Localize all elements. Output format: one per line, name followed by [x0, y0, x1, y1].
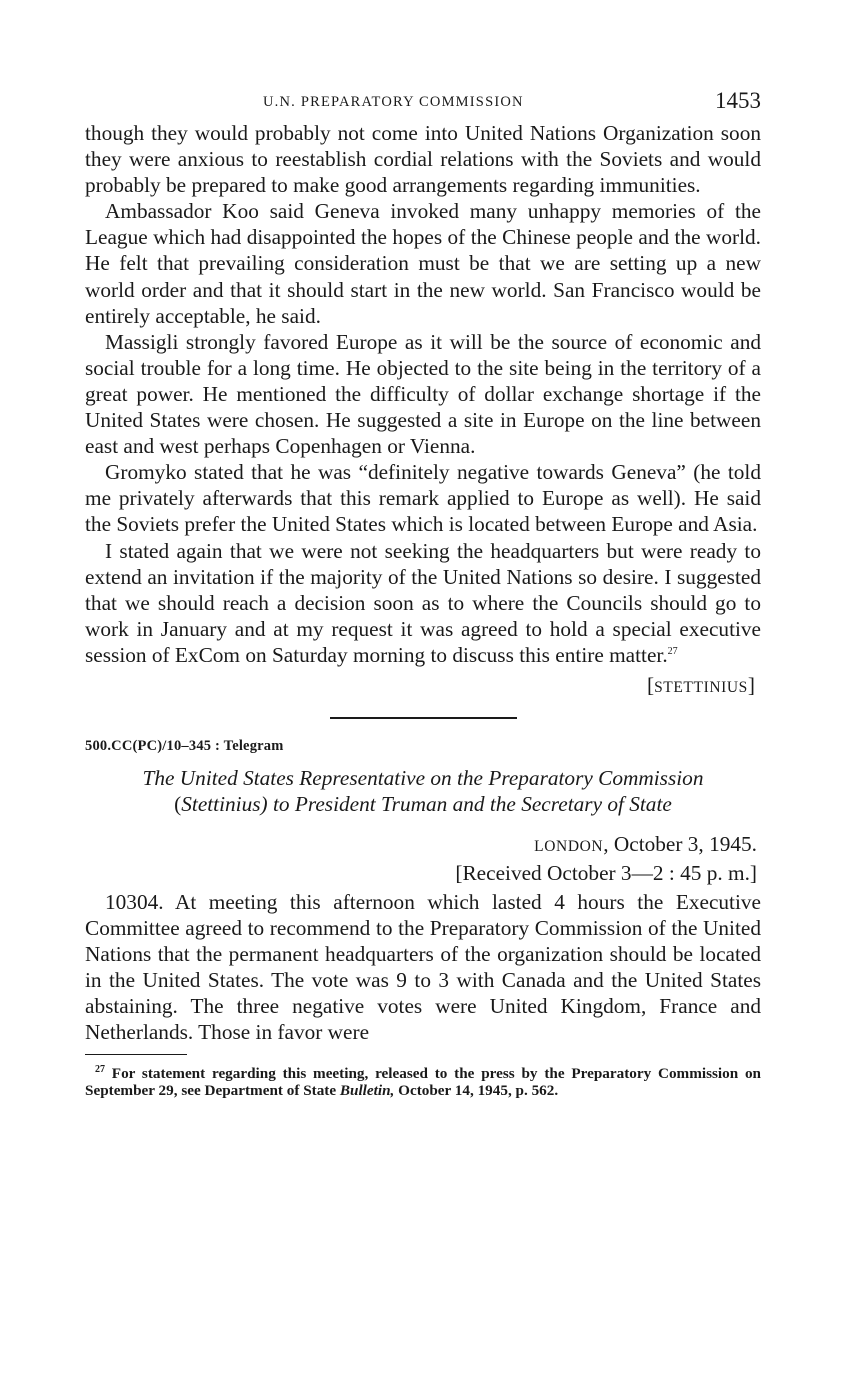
running-title: U.N. PREPARATORY COMMISSION [263, 94, 524, 110]
document-title: The United States Representative on the Preparatory Commission (Stettinius) to President Truman and the Secretary of State [142, 765, 704, 816]
footnote-marker: 27 [95, 1063, 105, 1075]
dateline-date: , October 3, 1945. [603, 831, 757, 856]
paragraph-massigli: Massigli strongly favored Europe as it will be the source of economic and social trouble for a long time. He objected to the site being in the territory of a great power. He mentioned the difficulty of dollar exchange shortage if the United States were chosen. He suggested a site in Europe on the line between east and west perhaps Copenhagen or Vienna. [85, 329, 761, 459]
document-title-line-1: The United States Representative on the Preparatory Commission [142, 765, 704, 790]
document-title-line-2: ) to President Truman and the Secretary of State [260, 791, 672, 816]
file-number: 500.CC(PC)/10–345 : Telegram [85, 737, 284, 754]
document-page [85, 88, 761, 1100]
paragraph-gromyko: Gromyko stated that he was “definitely negative towards Geneva” (he told me privately afterwards that this remark applied to Europe as well). He said the Soviets prefer the United States which is located between Europe and Asia. [85, 460, 761, 537]
footnote-publication: Bulletin, [339, 1082, 395, 1100]
paragraph-stettinius-text: I stated again that we were not seeking the headquarters but were ready to extend an invitation if the majority of the United Nations so desire. I suggested that we should reach a decision soon as to where the Councils should go to work in January and at my request it was agreed to hold a special executive session of ExCom on Saturday morning to discuss this entire matter. [85, 538, 761, 667]
paragraph-koo: Ambassador Koo said Geneva invoked many unhappy memories of the League which had disappointed the hopes of the Chinese people and the world. He felt that prevailing consideration must be that we are setting up a new world order and that it should start in the new world. San Francisco would be entirely acceptable, he said. [85, 199, 761, 328]
paragraph-continuation: though they would probably not come into United Nations Organization soon they were anxious to reestablish cordial relations with the Soviets and would probably be prepared to make good arrangements regarding immunities. [85, 121, 761, 198]
signature-name: STETTINIUS [654, 678, 748, 696]
footnote-reference: 27 [667, 645, 678, 657]
dateline [85, 831, 761, 861]
signature: [STETTINIUS] [646, 672, 755, 697]
received-line: [Received October 3—2 : 45 p. m.] [455, 861, 757, 886]
telegram-body: 10304. At meeting this afternoon which lasted 4 hours the Executive Committee agreed to recommend to the Preparatory Commission of the United Nations that the permanent headquarters of the organization should be located in the United States. The vote was 9 to 3 with Canada and the United States abstaining. The three negative votes were United Kingdom, France and Netherlands. Those in favor were [85, 889, 761, 1045]
section-divider [330, 717, 517, 719]
running-head [85, 88, 761, 120]
document-title-author: Stettinius [181, 791, 261, 816]
dateline-place: LONDON [534, 837, 604, 855]
paragraph-stettinius-statement [85, 538, 761, 668]
footnote-divider [85, 1054, 187, 1055]
page-number: 1453 [715, 88, 761, 113]
footnote: $^{27}$ For statement regarding this meeting, released to the press by the Preparatory Commission on September 29, see Department of State Bulletin, October 14, 1945, p. 562. [85, 1063, 761, 1100]
